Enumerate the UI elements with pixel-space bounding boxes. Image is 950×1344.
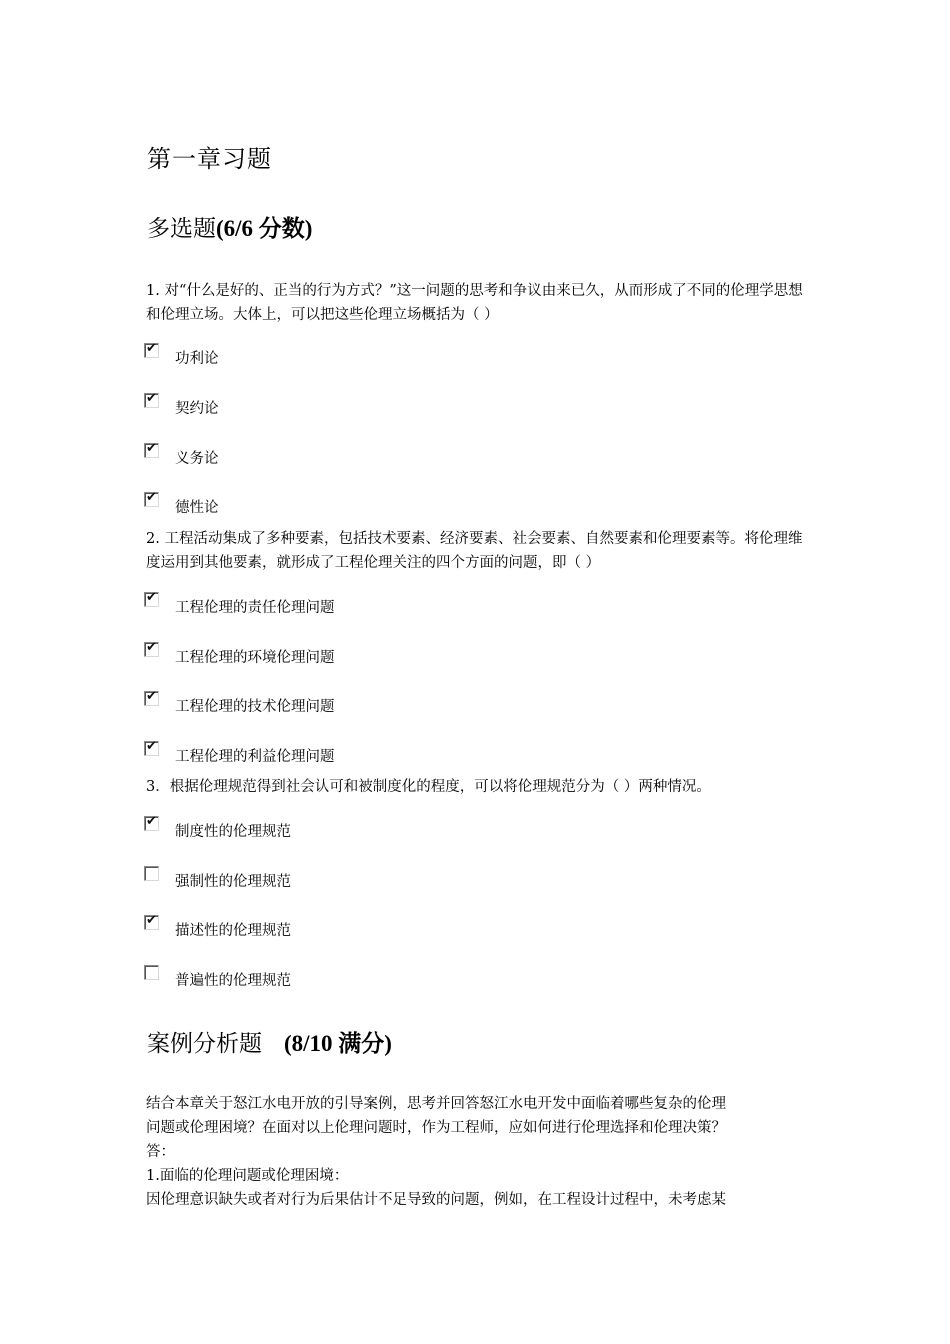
- case-line: 1.面临的伦理问题或伦理困境：: [146, 1168, 349, 1184]
- option-label: 普遍性的伦理规范: [175, 973, 291, 989]
- checkbox-checked-icon[interactable]: ✔: [144, 492, 159, 507]
- case-line: 答：: [146, 1144, 175, 1160]
- question-1-option-2[interactable]: [144, 391, 219, 417]
- question-3-text: 3．根据伦理规范得到社会认可和被制度化的程度，可以将伦理规范分为（ ）两种情况。: [146, 779, 711, 795]
- question-1-option-3[interactable]: [144, 441, 219, 467]
- case-section-label: 案例分析题: [147, 1031, 262, 1057]
- case-line: 问题或伦理困境？在面对以上伦理问题时，作为工程师，应如何进行伦理选择和伦理决策？: [146, 1120, 726, 1136]
- option-label: 描述性的伦理规范: [175, 923, 291, 939]
- option-label: 功利论: [175, 351, 219, 367]
- option-label: 制度性的伦理规范: [175, 824, 291, 840]
- question-2-text: 2. 工程活动集成了多种要素，包括技术要素、经济要素、社会要素、自然要素和伦理要素等。将伦理维度运用到其他要素，就形成了工程伦理关注的四个方面的问题，即（ ）: [146, 531, 803, 571]
- question-2-option-3[interactable]: [144, 689, 335, 715]
- option-label: 德性论: [175, 500, 219, 516]
- question-1-option-1[interactable]: [144, 341, 219, 367]
- checkbox-unchecked-icon[interactable]: [144, 866, 159, 881]
- question-2-option-1[interactable]: [144, 590, 335, 616]
- option-label: 契约论: [175, 401, 219, 417]
- option-label: 工程伦理的责任伦理问题: [175, 600, 335, 616]
- checkbox-checked-icon[interactable]: ✔: [144, 393, 159, 408]
- checkbox-checked-icon[interactable]: ✔: [144, 816, 159, 831]
- mcq-section-title: [147, 210, 312, 243]
- case-section-title: [147, 1025, 392, 1058]
- checkbox-checked-icon[interactable]: ✔: [144, 741, 159, 756]
- checkbox-checked-icon[interactable]: ✔: [144, 592, 159, 607]
- question-2-option-2[interactable]: [144, 640, 335, 666]
- case-section-score: (8/10 满分): [283, 1031, 392, 1056]
- option-label: 工程伦理的技术伦理问题: [175, 699, 335, 715]
- question-1-text: 1. 对“什么是好的、正当的行为方式？”这一问题的思考和争议由来已久，从而形成了不同的伦理学思想和伦理立场。大体上，可以把这些伦理立场概括为（ ）: [146, 283, 803, 323]
- checkbox-checked-icon[interactable]: ✔: [144, 343, 159, 358]
- option-label: 工程伦理的利益伦理问题: [175, 749, 335, 765]
- case-line: 结合本章关于怒江水电开放的引导案例，思考并回答怒江水电开发中面临着哪些复杂的伦理: [146, 1096, 726, 1112]
- case-answer-text: [146, 1092, 814, 1212]
- checkbox-checked-icon[interactable]: ✔: [144, 691, 159, 706]
- option-label: 强制性的伦理规范: [175, 874, 291, 890]
- mcq-section-label: 多选题: [147, 216, 216, 242]
- question-2-option-4[interactable]: [144, 739, 335, 765]
- mcq-section-score: (6/6 分数): [216, 216, 313, 241]
- question-3-option-4[interactable]: [144, 964, 291, 989]
- case-line: 因伦理意识缺失或者对行为后果估计不足导致的问题，例如，在工程设计过程中，未考虑某: [146, 1192, 726, 1208]
- question-1-option-4[interactable]: [144, 490, 219, 516]
- checkbox-checked-icon[interactable]: ✔: [144, 915, 159, 930]
- question-3-option-1[interactable]: [144, 814, 291, 840]
- chapter-title: 第一章习题: [147, 145, 272, 173]
- checkbox-unchecked-icon[interactable]: [144, 965, 159, 980]
- option-label: 工程伦理的环境伦理问题: [175, 650, 335, 666]
- checkbox-checked-icon[interactable]: ✔: [144, 642, 159, 657]
- question-3-option-3[interactable]: [144, 913, 291, 939]
- checkbox-checked-icon[interactable]: ✔: [144, 443, 159, 458]
- question-3-option-2[interactable]: [144, 865, 291, 890]
- option-label: 义务论: [175, 451, 219, 467]
